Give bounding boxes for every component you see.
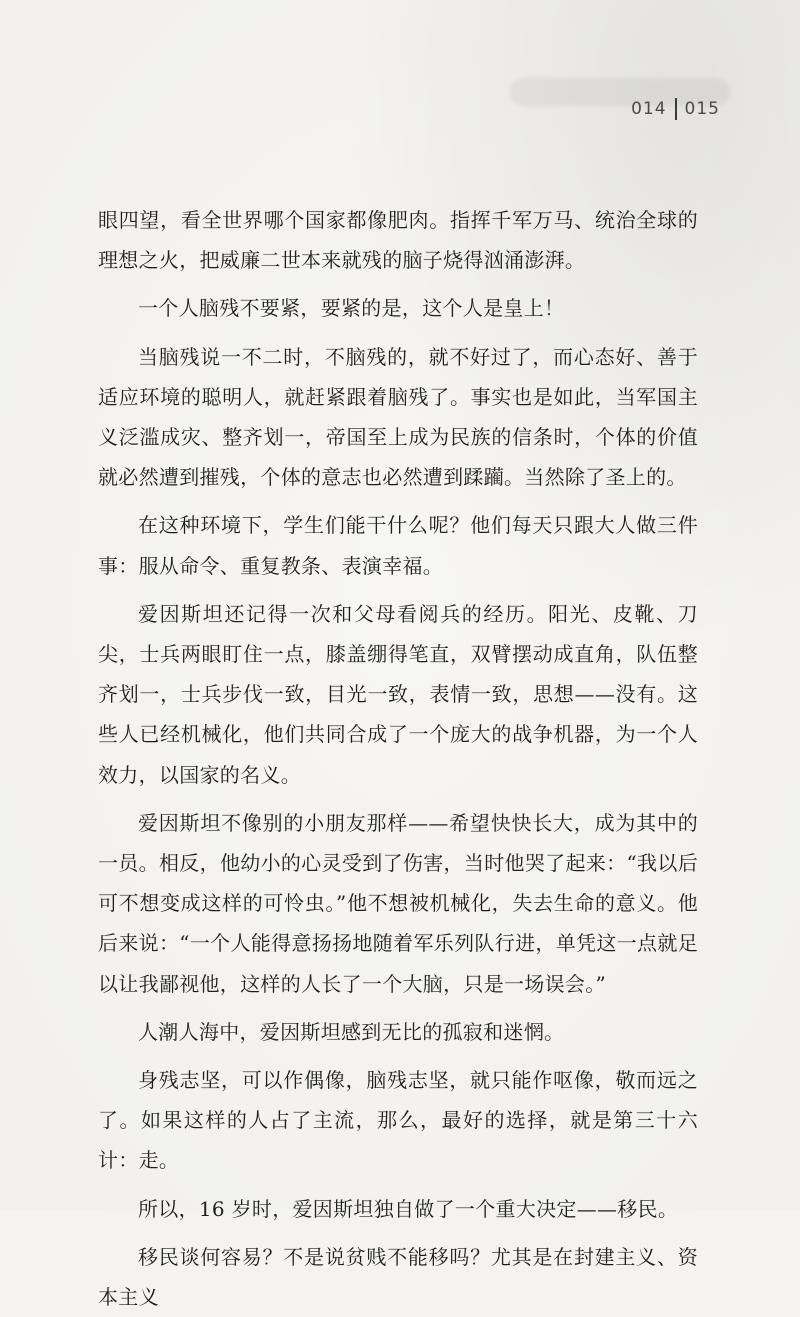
paragraph-2: 一个人脑残不要紧，要紧的是，这个人是皇上！: [138, 296, 565, 321]
right-page-number: 015: [684, 99, 720, 119]
left-page-number: 014: [631, 99, 667, 119]
paragraph-6: 爱因斯坦不像别的小朋友那样——希望快快长大，成为其中的一员。相反，他幼小的心灵受到了伤害，当时他哭了起来：“我以后可不想变成这样的可怜虫。”他不想被机械化，失去生命的意义。他后来说：“一个人能得意扬扬地随着军乐列队行进，单凭这一点就足以让我鄙视他，这样的人长了一个大脑，只是一场误会。”: [98, 810, 698, 996]
scan-speck: [447, 1125, 450, 1128]
paragraph-1: 眼四望，看全世界哪个国家都像肥肉。指挥千军万马、统治全球的理想之火，把威廉二世本来就残的脑子烧得汹涌澎湃。: [98, 208, 698, 273]
page-number-separator: [675, 98, 677, 120]
paragraph-9: 所以，16 岁时，爱因斯坦独自做了一个重大决定——移民。: [138, 1196, 679, 1221]
paragraph-5: 爱因斯坦还记得一次和父母看阅兵的经历。阳光、皮靴、刀尖，士兵两眼盯住一点，膝盖绷得笔直，双臂摆动成直角，队伍整齐划一，士兵步伐一致，目光一致，表情一致，思想——没有。这些人已经机械化，他们共同合成了一个庞大的战争机器，为一个人效力，以国家的名义。: [98, 601, 698, 787]
body-text: [98, 200, 698, 1317]
paragraph-8: 身残志坚，可以作偶像，脑残志坚，就只能作呕像，敬而远之了。如果这样的人占了主流，那么，最好的选择，就是第三十六计：走。: [98, 1068, 698, 1173]
paragraph-4: 在这种环境下，学生们能干什么呢？他们每天只跟大人做三件事：服从命令、重复教条、表演幸福。: [98, 513, 698, 578]
page-number-header: [631, 98, 720, 120]
paragraph-7: 人潮人海中，爱因斯坦感到无比的孤寂和迷惘。: [138, 1019, 565, 1044]
paragraph-10: 移民谈何容易？不是说贫贱不能移吗？尤其是在封建主义、资本主义: [98, 1244, 698, 1310]
paragraph-3: 当脑残说一不二时，不脑残的，就不好过了，而心态好、善于适应环境的聪明人，就赶紧跟着脑残了。事实也是如此，当军国主义泛滥成灾、整齐划一，帝国至上成为民族的信条时，个体的价值就必然遭到摧残，个体的意志也必然遭到蹂躏。当然除了圣上的。: [98, 344, 698, 490]
